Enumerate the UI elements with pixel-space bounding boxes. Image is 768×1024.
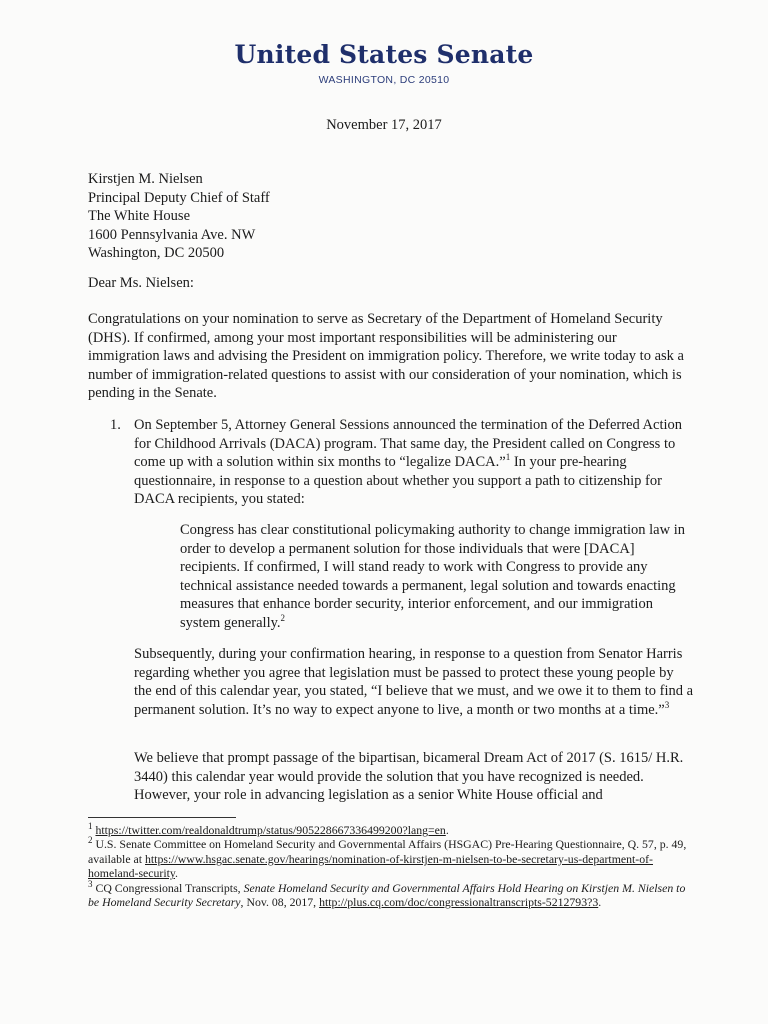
footnote-3 xyxy=(88,878,694,910)
footnote-ref: 1 xyxy=(505,452,511,463)
footnote-link[interactable]: https://twitter.com/realdonaldtrump/status/905228667336499200?lang=en xyxy=(95,823,446,837)
quote-text: Congress has clear constitutional policymaking authority to change immigration law in order to develop a permanent solution for those individuals that were [DACA] recipients. If confirmed, I will stand ready to work with Congress to provide any technical assistance needed towards a permanent, legal solution and towards enacting measures that enhance border security, interior enforcement, and our immigration system generally. xyxy=(180,522,685,631)
list-item-text xyxy=(134,416,694,509)
letter-date: November 17, 2017 xyxy=(326,117,442,133)
list-item-number: 1. xyxy=(110,417,121,433)
footnote-text: U.S. Senate Committee on Homeland Security and Governmental Affairs (HSGAC) Pre-Hearing Questionnaire, Q. 57, p. 49, available at xyxy=(88,837,687,866)
footnote-text: CQ Congressional Transcripts, xyxy=(95,880,244,895)
footnote-punct: . xyxy=(445,823,449,837)
item-text-part: On September 5, Attorney General Sessions announced the termination of the Deferred Action for Childhood Arrivals (DACA) program. That same day, the President called on Congress to come up with a solution within six months to “legalize DACA.” xyxy=(134,417,683,471)
footnote-divider xyxy=(88,817,236,818)
letterhead-location: WASHINGTON, DC 20510 xyxy=(318,74,450,86)
recipient-address xyxy=(88,170,270,263)
footnote-ref: 2 xyxy=(280,613,286,624)
item-text-part: In your pre-hearing questionnaire, in response to a question about whether you support a path to citizenship for DACA recipients, you stated: xyxy=(134,454,662,508)
footnote-mark: 2 xyxy=(88,835,93,846)
footnote-punct: . xyxy=(598,895,602,910)
block-quote xyxy=(180,521,686,633)
footnote-mark: 1 xyxy=(88,821,93,832)
paragraph-text: Subsequently, during your confirmation hearing, in response to a question from Senator Harris regarding whether you agree that legislation must be passed to protect these young people by the end of this calendar year, you stated, “I believe that we must, and we owe it to them to find a permanent solution. It’s no way to expect anyone to live, a month or two months at a time.” xyxy=(134,646,694,718)
footnote-ref: 3 xyxy=(664,699,670,710)
intro-paragraph: Congratulations on your nomination to serve as Secretary of the Department of Homeland Security (DHS). If confirmed, among your most important responsibilities will be administering our immigration laws and advising the President on immigration policy. Therefore, we write today to ask a number of immigration-related questions to assist with our consideration of your nomination, which is pending in the Senate. xyxy=(88,311,684,402)
footnote-2 xyxy=(88,837,694,880)
address-line: Principal Deputy Chief of Staff xyxy=(88,189,270,206)
footnote-punct: . xyxy=(175,866,178,881)
footnote-text: , Nov. 08, 2017, xyxy=(240,895,320,910)
footnote-mark: 3 xyxy=(88,878,93,889)
we-believe-paragraph: We believe that prompt passage of the bipartisan, bicameral Dream Act of 2017 (S. 1615/ H.R. 3440) this calendar year would provide the solution that you have recognized is needed. However, your role in advancing legislation as a senior White House official and xyxy=(134,750,684,804)
subsequently-paragraph xyxy=(134,645,694,719)
address-line: 1600 Pennsylvania Ave. NW xyxy=(88,226,256,243)
salutation: Dear Ms. Nielsen: xyxy=(88,275,194,291)
address-line: Washington, DC 20500 xyxy=(88,245,225,262)
footnotes xyxy=(88,823,694,909)
footnote-link[interactable]: https://www.hsgac.senate.gov/hearings/nomination-of-kirstjen-m-nielsen-to-be-secretary-us-department-of-homeland-security xyxy=(88,851,653,881)
address-line: Kirstjen M. Nielsen xyxy=(88,171,203,187)
footnote-link[interactable]: http://plus.cq.com/doc/congressionaltranscripts-5212793?3 xyxy=(319,895,599,910)
address-line: The White House xyxy=(88,208,191,225)
footnote-title: Senate Homeland Security and Governmental Affairs Hold Hearing on Kirstjen M. Nielsen to be Homeland Security Secretary xyxy=(88,880,686,910)
letterhead-title: United States Senate xyxy=(234,40,534,69)
footnote-1 xyxy=(88,823,694,837)
